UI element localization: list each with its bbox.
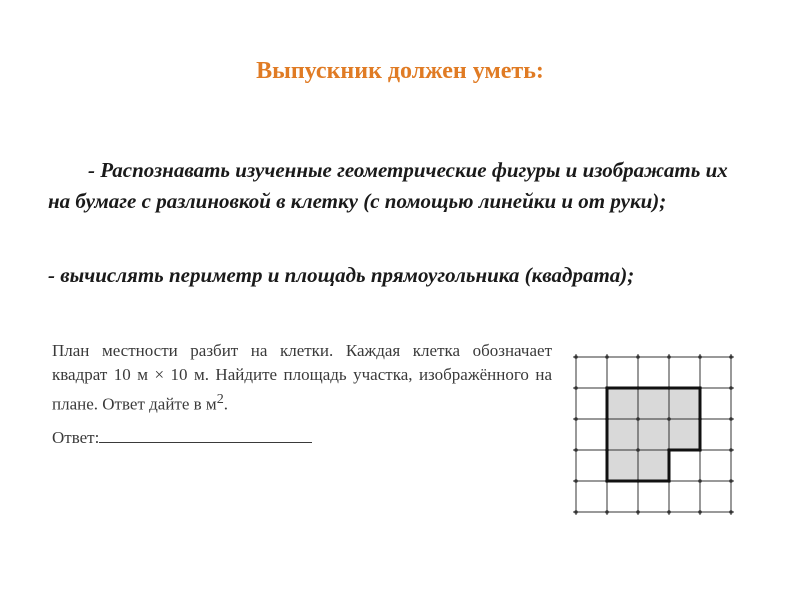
answer-label: Ответ: <box>52 428 100 447</box>
requirement-item: - Распознавать изученные геометрические фигуры и изображать их на бумаге с разлиновкой в клетку (с помощью линейки и от руки); <box>48 158 728 213</box>
answer-line <box>99 428 312 443</box>
shaded-cell <box>638 388 669 419</box>
grid-node <box>698 355 702 359</box>
task-text-end: . <box>223 394 229 414</box>
task-unit-power: 2 <box>216 391 224 407</box>
grid-node <box>636 355 640 359</box>
task-statement <box>52 339 552 417</box>
grid-node <box>636 417 640 421</box>
slide-title: Выпускник должен уметь: <box>256 58 544 84</box>
grid-node <box>574 355 578 359</box>
grid-node <box>729 417 733 421</box>
shaded-cell <box>638 419 669 450</box>
shaded-cell <box>638 450 669 481</box>
grid-node <box>698 479 702 483</box>
answer-row <box>52 428 312 448</box>
shaded-cell <box>607 388 638 419</box>
grid-node <box>667 355 671 359</box>
shaded-cell <box>669 419 700 450</box>
grid-node <box>667 510 671 514</box>
grid-node <box>729 510 733 514</box>
grid-node <box>698 510 702 514</box>
grid-node <box>605 510 609 514</box>
grid-node <box>636 448 640 452</box>
requirement-item: - вычислять периметр и площадь прямоугольника (квадрата); <box>48 263 635 287</box>
plot-grid-figure <box>570 351 740 521</box>
shaded-cell <box>669 388 700 419</box>
grid-node <box>729 479 733 483</box>
task-text: План местности разбит на клетки. Каждая клетка обозначает квадрат 10 м × 10 м. Найдите площадь участка, изображённого на плане. Ответ дайте в м <box>52 341 552 414</box>
grid-node <box>667 417 671 421</box>
grid-node <box>574 417 578 421</box>
grid-node <box>636 510 640 514</box>
grid-node <box>574 448 578 452</box>
grid-node <box>574 386 578 390</box>
grid-node <box>574 510 578 514</box>
grid-node <box>729 386 733 390</box>
grid-node <box>574 479 578 483</box>
grid-node <box>729 355 733 359</box>
grid-node <box>605 355 609 359</box>
shaded-cell <box>607 450 638 481</box>
grid-node <box>729 448 733 452</box>
shaded-cell <box>607 419 638 450</box>
